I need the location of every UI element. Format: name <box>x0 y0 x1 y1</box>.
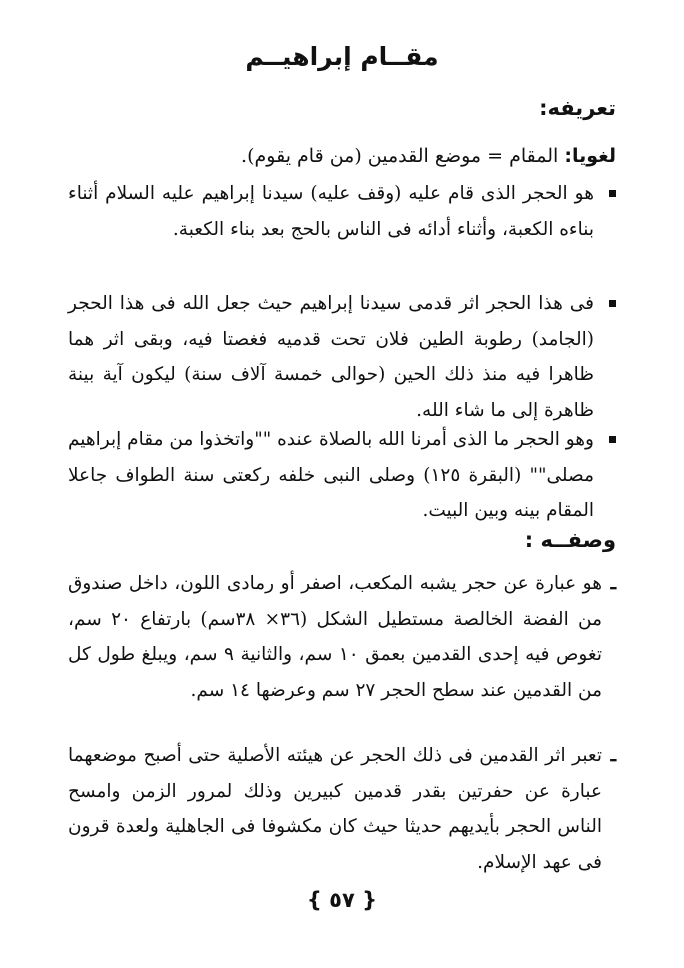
bullet-text: وهو الحجر ما الذى أمرنا الله بالصلاة عنده ""واتخذوا من مقام إبراهيم مصلى"" (البقرة ١٢٥) وصلى النبى خلفه ركعتى سنة الطواف جاعلا المقام بينه وبين البيت. <box>67 429 594 521</box>
bullet-text: هو الحجر الذى قام عليه (وقف عليه) سيدنا إبراهيم عليه السلام أثناء بناءه الكعبة، وأثناء أدائه فى الناس بالحج بعد بناء الكعبة. <box>68 183 594 240</box>
linguistic-line <box>241 138 616 174</box>
description-item-2 <box>68 738 616 880</box>
item-text: تعبر اثر القدمين فى ذلك الحجر عن هيئته الأصلية حتى أصبح موضعهما عبارة عن حفرتين بقدر قدمين كبيرين وذلك لمرور الزمن وامسح الناس الحجر بأيديهم حديثا حيث كان مكشوفا فى الجاهلية ولعدة قرون فى عهد الإسلام. <box>68 745 602 873</box>
dash-marker: ـ <box>610 745 616 766</box>
bullet-square-icon <box>609 190 616 197</box>
linguistic-label: لغويا: <box>564 145 616 167</box>
definition-bullet-2 <box>68 286 616 428</box>
description-item-1 <box>68 566 616 708</box>
dash-marker: ـ <box>610 573 616 594</box>
definition-heading: تعريفه: <box>539 96 616 120</box>
item-text: هو عبارة عن حجر يشبه المكعب، اصفر أو رمادى اللون، داخل صندوق من الفضة الخالصة مستطيل الشكل (٣٦× ٣٨سم) بارتفاع ٢٠ سم، تغوص فيه إحدى القدمين بعمق ١٠ سم، والثانية ٩ سم، ويبلغ طول كل من القدمين عند سطح الحجر ٢٧ سم وعرضها ١٤ سم. <box>68 573 602 701</box>
page-number: { ٥٧ } <box>306 888 378 912</box>
linguistic-text: المقام = موضع القدمين (من قام يقوم). <box>241 145 559 167</box>
definition-bullet-3 <box>68 422 616 529</box>
bullet-square-icon <box>609 436 616 443</box>
bullet-square-icon <box>609 300 616 307</box>
page-title: مقــام إبراهيــم <box>245 42 439 71</box>
description-heading: وصفــه : <box>524 528 616 552</box>
definition-bullet-1 <box>68 176 616 247</box>
bullet-text: فى هذا الحجر اثر قدمى سيدنا إبراهيم حيث جعل الله فى هذا الحجر (الجامد) رطوبة الطين فلان تحت قدميه فغصتا فيه، وبقى اثر هما ظاهرا فيه منذ ذلك الحين (حوالى خمسة آلاف سنة) ليكون آية بينة ظاهرة إلى ما شاء الله. <box>68 293 594 421</box>
